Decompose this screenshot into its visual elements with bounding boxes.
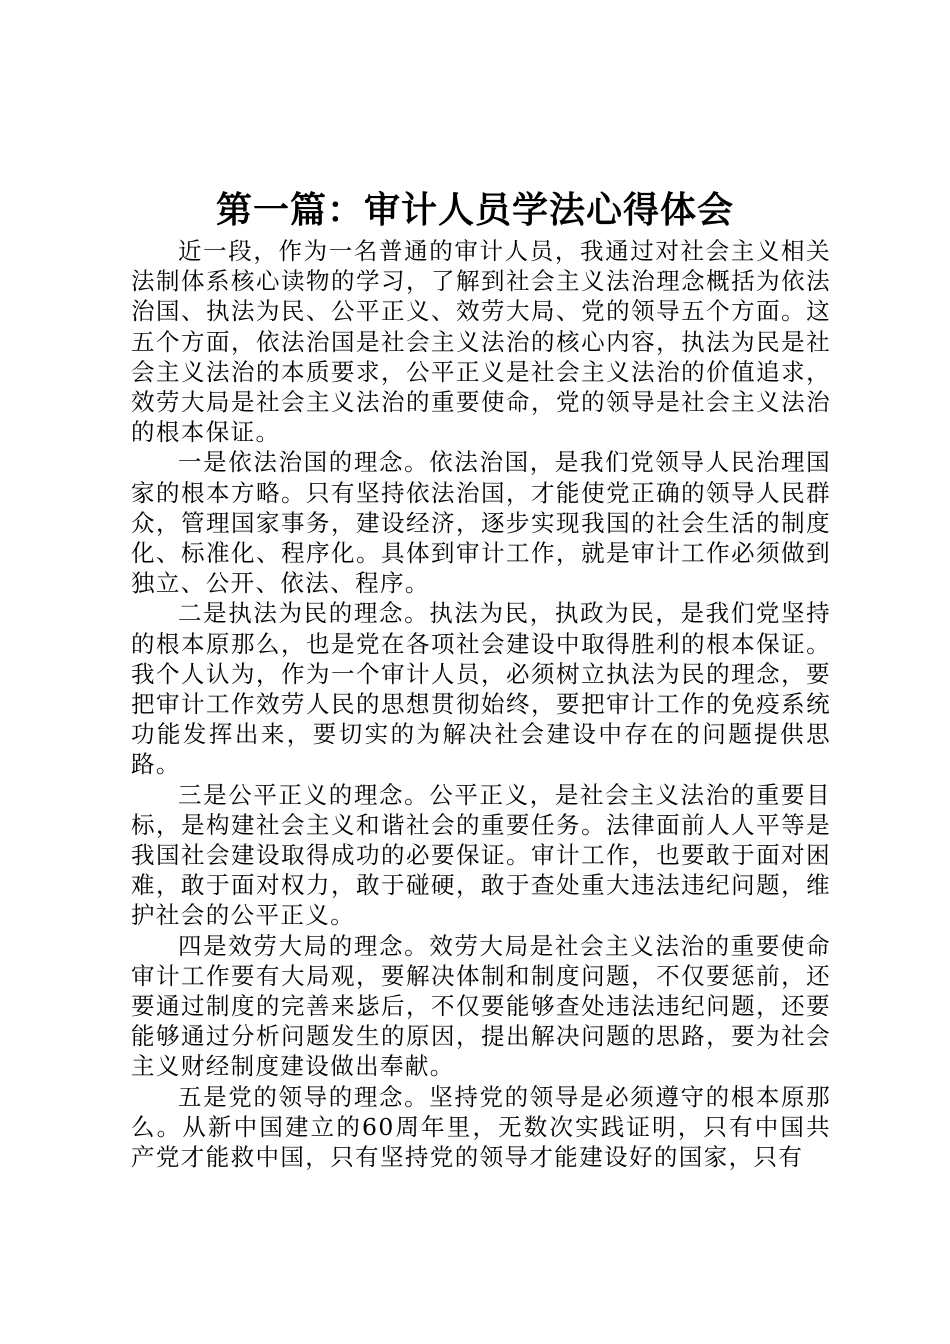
- paragraph-serve-overall: 四是效劳大局的理念。效劳大局是社会主义法治的重要使命审计工作要有大局观，要解决体制和制度问题，不仅要惩前，还要通过制度的完善来毖后，不仅要能够查处违法违纪问题，还要能够通过分析问题发生的原因，提出解决问题的思路，要为社会主义财经制度建设做出奉献。: [131, 931, 831, 1081]
- paragraph-fairness-justice: 三是公平正义的理念。公平正义，是社会主义法治的重要目标，是构建社会主义和谐社会的重要任务。法律面前人人平等是我国社会建设取得成功的必要保证。审计工作，也要敢于面对困难，敢于面对权力，敢于碰硬，敢于查处重大违法违纪问题，维护社会的公平正义。: [131, 780, 831, 930]
- document-title: 第一篇：审计人员学法心得体会: [215, 189, 734, 231]
- paragraph-intro: 近一段，作为一名普通的审计人员，我通过对社会主义相关法制体系核心读物的学习，了解到社会主义法治理念概括为依法治国、执法为民、公平正义、效劳大局、党的领导五个方面。这五个方面，依法治国是社会主义法治的核心内容，执法为民是社会主义法治的本质要求，公平正义是社会主义法治的价值追求，效劳大局是社会主义法治的重要使命，党的领导是社会主义法治的根本保证。: [131, 237, 831, 447]
- paragraph-rule-of-law: 一是依法治国的理念。依法治国，是我们党领导人民治理国家的根本方略。只有坚持依法治国，才能使党正确的领导人民群众，管理国家事务，建设经济，逐步实现我国的社会生活的制度化、标准化、程序化。具体到审计工作，就是审计工作必须做到独立、公开、依法、程序。: [131, 448, 831, 598]
- paragraph-party-leadership: 五是党的领导的理念。坚持党的领导是必须遵守的根本原那么。从新中国建立的60周年里，无数次实践证明，只有中国共产党才能救中国，只有坚持党的领导才能建设好的国家，只有: [131, 1082, 831, 1172]
- document-body: [131, 236, 831, 1172]
- paragraph-law-for-people: 二是执法为民的理念。执法为民，执政为民，是我们党坚持的根本原那么，也是党在各项社会建设中取得胜利的根本保证。我个人认为，作为一个审计人员，必须树立执法为民的理念，要把审计工作效劳人民的思想贯彻始终，要把审计工作的免疫系统功能发挥出来，要切实的为解决社会建设中存在的问题提供思路。: [131, 599, 831, 779]
